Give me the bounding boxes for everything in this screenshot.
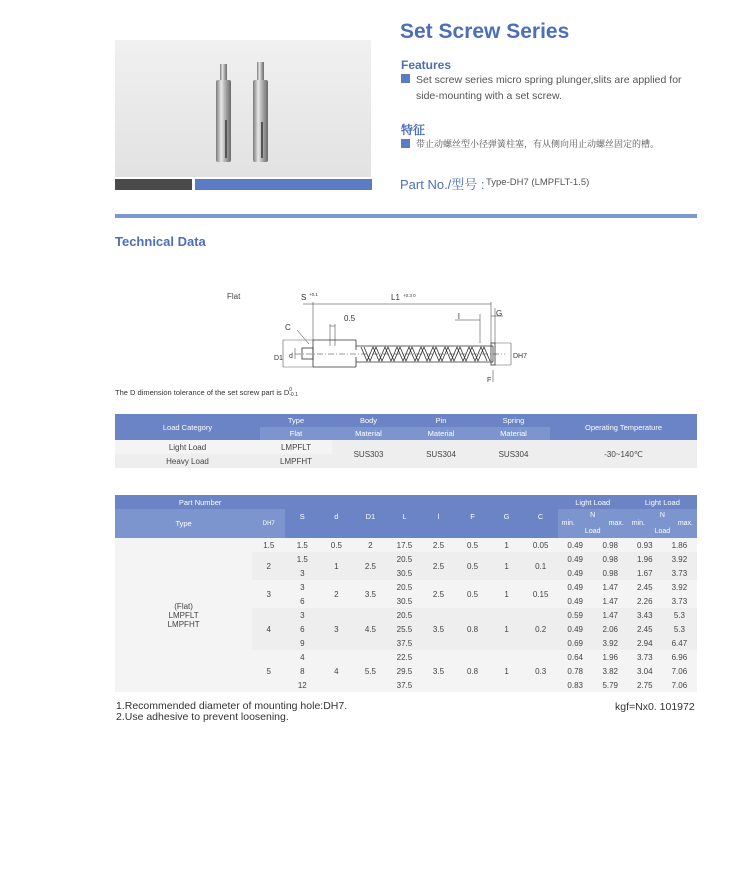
l-cell: 25.5 — [387, 622, 421, 636]
heavy-max-cell: 5.3 — [662, 608, 697, 622]
c-cell: 0.2 — [524, 608, 558, 650]
light-max-cell: 3.82 — [593, 664, 628, 678]
g-cell: 1 — [490, 650, 524, 692]
heavy-min-cell: 3.73 — [628, 650, 662, 664]
d1-cell: 5.5 — [353, 650, 387, 692]
light-max-cell: 1.47 — [593, 580, 628, 594]
header-d: d — [319, 495, 353, 538]
f-cell: 0.8 — [456, 608, 490, 650]
part-no-label: Part No./型号 : — [400, 177, 485, 192]
light-min-cell: 0.83 — [558, 678, 593, 692]
heavy-max-cell: 1.86 — [662, 538, 697, 552]
header-dh7: DH7 — [252, 509, 285, 538]
heavy-min-cell: 3.04 — [628, 664, 662, 678]
dh7-cell: 3 — [252, 580, 285, 608]
g-cell: 1 — [490, 538, 524, 552]
header-d1: D1 — [353, 495, 387, 538]
s-cell: 4 — [285, 650, 319, 664]
dim-c: C — [285, 323, 291, 332]
header-body-sub: Material — [332, 427, 405, 440]
l-cell: 30.5 — [387, 566, 421, 580]
light-min-cell: 0.78 — [558, 664, 593, 678]
light-max-cell: 1.47 — [593, 594, 628, 608]
heavy-max-cell: 3.92 — [662, 580, 697, 594]
product-photo — [115, 40, 371, 177]
g-cell: 1 — [490, 580, 524, 608]
l-small-cell: 3.5 — [421, 650, 455, 692]
technical-drawing — [265, 286, 535, 388]
note-1: 1.Recommended diameter of mounting hole:DH7. — [116, 700, 348, 712]
l-cell: 37.5 — [387, 678, 421, 692]
l-cell: 22.5 — [387, 650, 421, 664]
heavy-max-cell: 6.47 — [662, 636, 697, 650]
cn-features-text: 带止动螺丝型小径弹簧柱塞，有从侧向用止动螺丝固定的槽。 — [416, 139, 660, 149]
light-max-cell: 0.98 — [593, 538, 628, 552]
light-max-cell: 5.79 — [593, 678, 628, 692]
l-small-cell: 2.5 — [421, 538, 455, 552]
section-divider — [115, 214, 697, 218]
light-max-cell: 2.06 — [593, 622, 628, 636]
note-2: 2.Use adhesive to prevent loosening. — [116, 711, 289, 723]
s-cell: 12 — [285, 678, 319, 692]
features-heading: Features — [401, 58, 452, 72]
light-min-cell: 0.49 — [558, 580, 593, 594]
operating-temperature: -30~140℃ — [550, 440, 697, 468]
spring-material: SUS304 — [477, 440, 550, 468]
pin-material: SUS304 — [405, 440, 477, 468]
photo-bar-dark — [115, 179, 192, 190]
pin-tip-right — [257, 62, 264, 80]
dim-l1-tol: +0.3 0 — [403, 293, 416, 298]
l-cell: 30.5 — [387, 594, 421, 608]
heavy-max-cell: 7.06 — [662, 664, 697, 678]
heavy-max-cell: 3.73 — [662, 594, 697, 608]
s-cell: 3 — [285, 608, 319, 622]
dh7-cell: 2 — [252, 552, 285, 580]
d-cell: 3 — [319, 608, 353, 650]
l-cell: 20.5 — [387, 580, 421, 594]
spec-table — [115, 495, 697, 692]
light-min-cell: 0.49 — [558, 538, 593, 552]
cn-features-heading: 特征 — [401, 123, 426, 137]
heavy-min-cell: 2.94 — [628, 636, 662, 650]
c-cell: 0.3 — [524, 650, 558, 692]
header-pin: Pin — [405, 414, 477, 427]
l-small-cell: 2.5 — [421, 580, 455, 608]
kgf-conversion: kgf=Nx0. 101972 — [615, 701, 695, 713]
g-cell: 1 — [490, 552, 524, 580]
material-table — [115, 414, 697, 468]
light-min-cell: 0.49 — [558, 594, 593, 608]
plunger-body-left — [216, 80, 231, 162]
light-max-cell: 3.92 — [593, 636, 628, 650]
s-cell: 9 — [285, 636, 319, 650]
header-l-small: l — [421, 495, 455, 538]
s-cell: 6 — [285, 594, 319, 608]
light-load-subheader: N min. max. Load — [558, 509, 628, 538]
slit-right — [261, 122, 263, 158]
bullet-square-icon — [401, 74, 410, 83]
light-max-cell: 0.98 — [593, 552, 628, 566]
slit-left — [225, 120, 227, 158]
header-g: G — [490, 495, 524, 538]
s-cell: 1.5 — [285, 552, 319, 566]
heavy-type: LMPFHT — [260, 454, 332, 468]
d1-cell: 4.5 — [353, 608, 387, 650]
light-min-cell: 0.49 — [558, 552, 593, 566]
dim-dh7: DH7 — [513, 353, 528, 360]
light-max-cell: 1.47 — [593, 608, 628, 622]
header-l: L — [387, 495, 421, 538]
technical-data-heading: Technical Data — [115, 234, 206, 249]
s-cell: 3 — [285, 580, 319, 594]
f-cell: 0.5 — [456, 552, 490, 580]
dim-d1: D1 — [274, 355, 283, 362]
d1-cell: 2.5 — [353, 552, 387, 580]
header-spring-sub: Material — [477, 427, 550, 440]
dim-05: 0.5 — [344, 314, 356, 323]
heavy-min-cell: 2.45 — [628, 580, 662, 594]
type-cell — [115, 538, 252, 692]
header-body: Body — [332, 414, 405, 427]
s-cell: 8 — [285, 664, 319, 678]
light-load-label: Light Load — [115, 440, 260, 454]
light-type: LMPFLT — [260, 440, 332, 454]
dh7-cell: 5 — [252, 650, 285, 692]
heavy-load-label: Heavy Load — [115, 454, 260, 468]
dim-s: S — [301, 293, 307, 302]
d1-cell: 2 — [353, 538, 387, 552]
pin-tip-left — [220, 64, 227, 80]
heavy-min-cell: 2.75 — [628, 678, 662, 692]
bullet-square-icon — [401, 139, 410, 148]
d1-cell: 3.5 — [353, 580, 387, 608]
dh7-cell: 4 — [252, 608, 285, 650]
f-cell: 0.8 — [456, 650, 490, 692]
header-type: Type — [115, 509, 252, 538]
header-heavy-load: Light Load — [628, 495, 697, 509]
heavy-min-cell: 1.67 — [628, 566, 662, 580]
l-cell: 20.5 — [387, 552, 421, 566]
f-cell: 0.5 — [456, 580, 490, 608]
header-type: Type — [260, 414, 332, 427]
dim-l1: L1 — [391, 293, 400, 302]
s-cell: 6 — [285, 622, 319, 636]
d-cell: 4 — [319, 650, 353, 692]
d-cell: 1 — [319, 552, 353, 580]
plunger-image — [115, 40, 371, 177]
g-cell: 1 — [490, 608, 524, 650]
part-no-value: Type-DH7 (LMPFLT-1.5) — [486, 177, 590, 188]
c-cell: 0.15 — [524, 580, 558, 608]
header-light-load: Light Load — [558, 495, 628, 509]
heavy-min-cell: 2.45 — [628, 622, 662, 636]
table-row — [115, 538, 697, 552]
flat-label: Flat — [227, 292, 241, 301]
header-c: C — [524, 495, 558, 538]
tolerance-note: The D dimension tolerance of the set screw part is D 0 -0.1 — [115, 387, 298, 399]
c-cell: 0.05 — [524, 538, 558, 552]
photo-bar-blue — [195, 179, 372, 190]
features-text: Set screw series micro spring plunger,slits are applied for side-mounting with a set screw. — [416, 74, 682, 102]
light-max-cell: 0.98 — [593, 566, 628, 580]
heavy-min-cell: 3.43 — [628, 608, 662, 622]
l-small-cell: 2.5 — [421, 552, 455, 580]
d-cell: 2 — [319, 580, 353, 608]
l-cell: 20.5 — [387, 608, 421, 622]
type-value: (Flat) — [174, 601, 193, 611]
header-spring: Spring — [477, 414, 550, 427]
dim-s-tol: +0.1 — [309, 292, 318, 297]
light-min-cell: 0.69 — [558, 636, 593, 650]
s-cell: 1.5 — [285, 538, 319, 552]
type-value: LMPFLT — [168, 610, 199, 620]
dh7-cell: 1.5 — [252, 538, 285, 552]
header-load-category: Load Category — [115, 414, 260, 440]
l-small-cell: 3.5 — [421, 608, 455, 650]
type-value: LMPFHT — [167, 619, 200, 629]
heavy-max-cell: 3.92 — [662, 552, 697, 566]
l-cell: 29.5 — [387, 664, 421, 678]
dim-g: G — [496, 309, 503, 318]
heavy-max-cell: 5.3 — [662, 622, 697, 636]
plunger-body-right — [253, 80, 268, 162]
l-cell: 37.5 — [387, 636, 421, 650]
heavy-max-cell: 7.06 — [662, 678, 697, 692]
light-min-cell: 0.49 — [558, 622, 593, 636]
header-part-number: Part Number — [115, 495, 285, 509]
l-cell: 17.5 — [387, 538, 421, 552]
f-cell: 0.5 — [456, 538, 490, 552]
heavy-min-cell: 2.26 — [628, 594, 662, 608]
header-s: S — [285, 495, 319, 538]
header-pin-sub: Material — [405, 427, 477, 440]
notes — [116, 701, 347, 723]
heavy-max-cell: 3.73 — [662, 566, 697, 580]
heavy-min-cell: 0.93 — [628, 538, 662, 552]
light-min-cell: 0.49 — [558, 566, 593, 580]
d-cell: 0.5 — [319, 538, 353, 552]
dim-d: d — [289, 353, 293, 360]
heavy-load-subheader: N min. max. Load — [628, 509, 697, 538]
c-cell: 0.1 — [524, 552, 558, 580]
header-f: F — [456, 495, 490, 538]
header-temperature: Operating Temperature — [550, 414, 697, 440]
heavy-max-cell: 6.96 — [662, 650, 697, 664]
light-max-cell: 1.96 — [593, 650, 628, 664]
page-title: Set Screw Series — [400, 20, 570, 43]
s-cell: 3 — [285, 566, 319, 580]
dim-l: l — [458, 312, 460, 321]
dim-f: F — [487, 377, 492, 384]
light-min-cell: 0.64 — [558, 650, 593, 664]
light-min-cell: 0.59 — [558, 608, 593, 622]
heavy-min-cell: 1.96 — [628, 552, 662, 566]
body-material: SUS303 — [332, 440, 405, 468]
header-type-sub: Flat — [260, 427, 332, 440]
